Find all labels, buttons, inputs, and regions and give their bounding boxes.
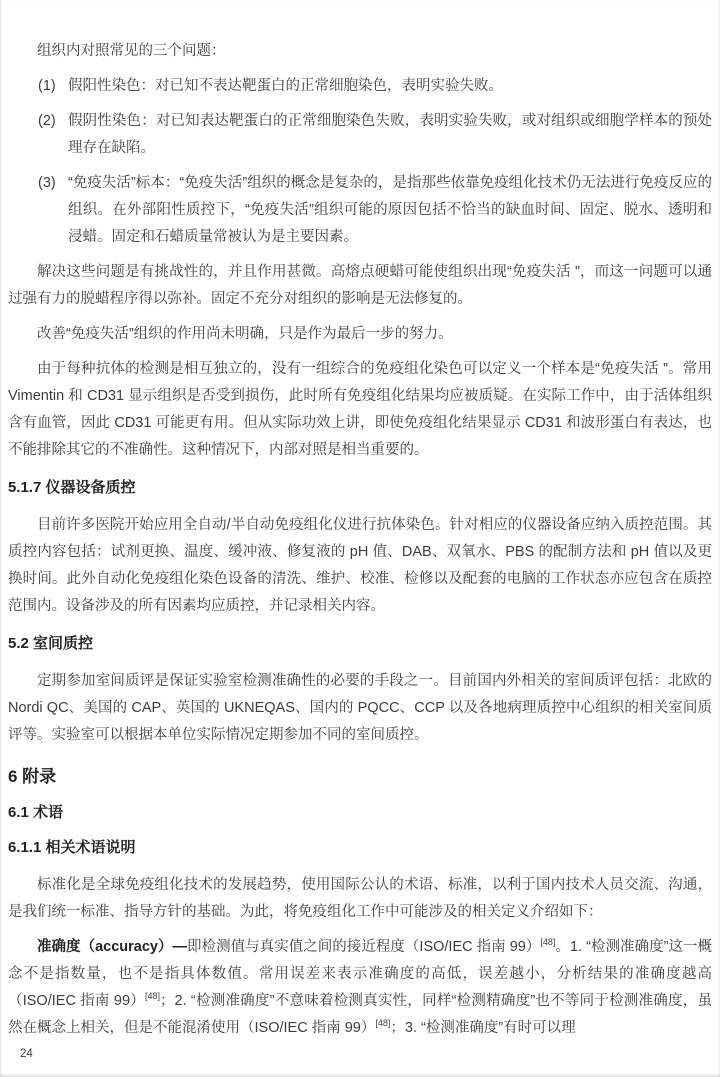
paragraph-standardization: 标准化是全球免疫组化技术的发展趋势，使用国际公认的术语、标准，以利于国内技术人员交流、沟通，是我们统一标准、指导方针的基础。为此，将免疫组化工作中可能涉及的相关定义介绍如下： bbox=[8, 877, 712, 920]
accuracy-text-segment: ；2. “检测准确度”不意味着检测真实性，同样“检测精确度”也不等同于检测准确度，虽然在概念上相关，但是不能混淆使用（ISO/IEC 指南 99） bbox=[8, 993, 712, 1036]
list-item-number: (3) bbox=[38, 175, 56, 191]
page-number: 24 bbox=[20, 1048, 33, 1060]
list-item-text: 假阳性染色：对已知不表达靶蛋白的正常细胞染色，表明实验失败。 bbox=[68, 78, 503, 94]
heading-6-1-1-term-notes: 6.1.1 相关术语说明 bbox=[8, 839, 136, 856]
list-item bbox=[8, 73, 712, 100]
paragraph-instrument-qc: 目前许多医院开始应用全自动/半自动免疫组化仪进行抗体染色。针对相应的仪器设备应纳入质控范围。其质控内容包括：试剂更换、温度、缓冲液、修复液的 pH 值、DAB、双氧水、PBS 的配制方法和 pH 值以及更换时间。此外自动化免疫组化染色设备的清洗、维护、校准、检修以及配套的电脑的工作状态亦应包含在质控范围内。设备涉及的所有因素均应质控，并记录相关内容。 bbox=[8, 517, 712, 614]
paragraph-accuracy-definition bbox=[8, 934, 712, 1042]
intro-line: 组织内对照常见的三个问题： bbox=[37, 43, 226, 59]
accuracy-text-segment: ；3. “检测准确度”有时可以理 bbox=[390, 1020, 576, 1036]
citation-48-superscript: [48] bbox=[145, 991, 161, 1002]
citation-48-superscript: [48] bbox=[375, 1018, 391, 1029]
heading-5-2-interlab-qc: 5.2 室间质控 bbox=[8, 635, 94, 652]
paragraph-interlab-qc: 定期参加室间质评是保证实验室检测准确性的必要的手段之一。目前国内外相关的室间质评包括：北欧的 Nordi QC、美国的 CAP、英国的 UKNEQAS、国内的 PQCC、CCP 以及各地病理质控中心组织的相关室间质评等。实验室可以根据本单位实际情况定期参加不同的室间质控。 bbox=[8, 673, 712, 743]
accuracy-term-bold: 准确度（accuracy）— bbox=[37, 939, 188, 955]
list-item-text: “免疫失活”标本：“免疫失活”组织的概念是复杂的，是指那些依靠免疫组化技术仍无法进行免疫反应的组织。在外部阳性质控下，“免疫失活”组织可能的原因包括不恰当的缺血时间、固定、脱水、透明和浸蜡。固定和石蜡质量常被认为是主要因素。 bbox=[68, 175, 712, 245]
list-item-number: (1) bbox=[38, 78, 56, 94]
problem-list bbox=[8, 73, 712, 251]
citation-48-superscript: [48] bbox=[540, 937, 556, 948]
accuracy-text-segment: 。1. “检测准确度”这一概念不是指数量，也不是指具体数值。常用误差来表示准确度的高低，误差越小，分析结果的准确度越高（ISO/IEC 指南 99） bbox=[8, 939, 712, 1009]
heading-6-appendix: 6 附录 bbox=[8, 767, 57, 786]
heading-5-1-7-instrument-qc: 5.1.7 仪器设备质控 bbox=[8, 479, 136, 496]
list-item-number: (2) bbox=[38, 113, 56, 129]
heading-6-1-terminology: 6.1 术语 bbox=[8, 804, 64, 821]
accuracy-text-segment: 即检测值与真实值之间的接近程度（ISO/IEC 指南 99） bbox=[187, 939, 541, 955]
list-item-text: 假阴性染色：对已知表达靶蛋白的正常细胞染色失败，表明实验失败，或对组织或细胞学样本的预处理存在缺陷。 bbox=[68, 113, 712, 156]
list-item bbox=[8, 108, 712, 162]
paragraph-challenge: 解决这些问题是有挑战性的，并且作用甚微。高熔点硬蜡可能使组织出现“免疫失活 ”，而这一问题可以通过强有力的脱蜡程序得以弥补。固定不充分对组织的影响是无法修复的。 bbox=[8, 264, 712, 307]
paragraph-antibody-independence: 由于每种抗体的检测是相互独立的，没有一组综合的免疫组化染色可以定义一个样本是“免疫失活 ”。常用 Vimentin 和 CD31 显示组织是否受到损伤，此时所有免疫组化结果均应被质疑。在实际工作中，由于活体组织含有血管，因此 CD31 可能更有用。但从实际功效上讲，即使免疫组化结果显示 CD31 和波形蛋白有表达，也不能排除其它的不准确性。这种情况下，内部对照是相当重要的。 bbox=[8, 361, 712, 458]
paragraph-improve: 改善“免疫失活”组织的作用尚未明确，只是作为最后一步的努力。 bbox=[37, 326, 453, 342]
list-item bbox=[8, 170, 712, 251]
